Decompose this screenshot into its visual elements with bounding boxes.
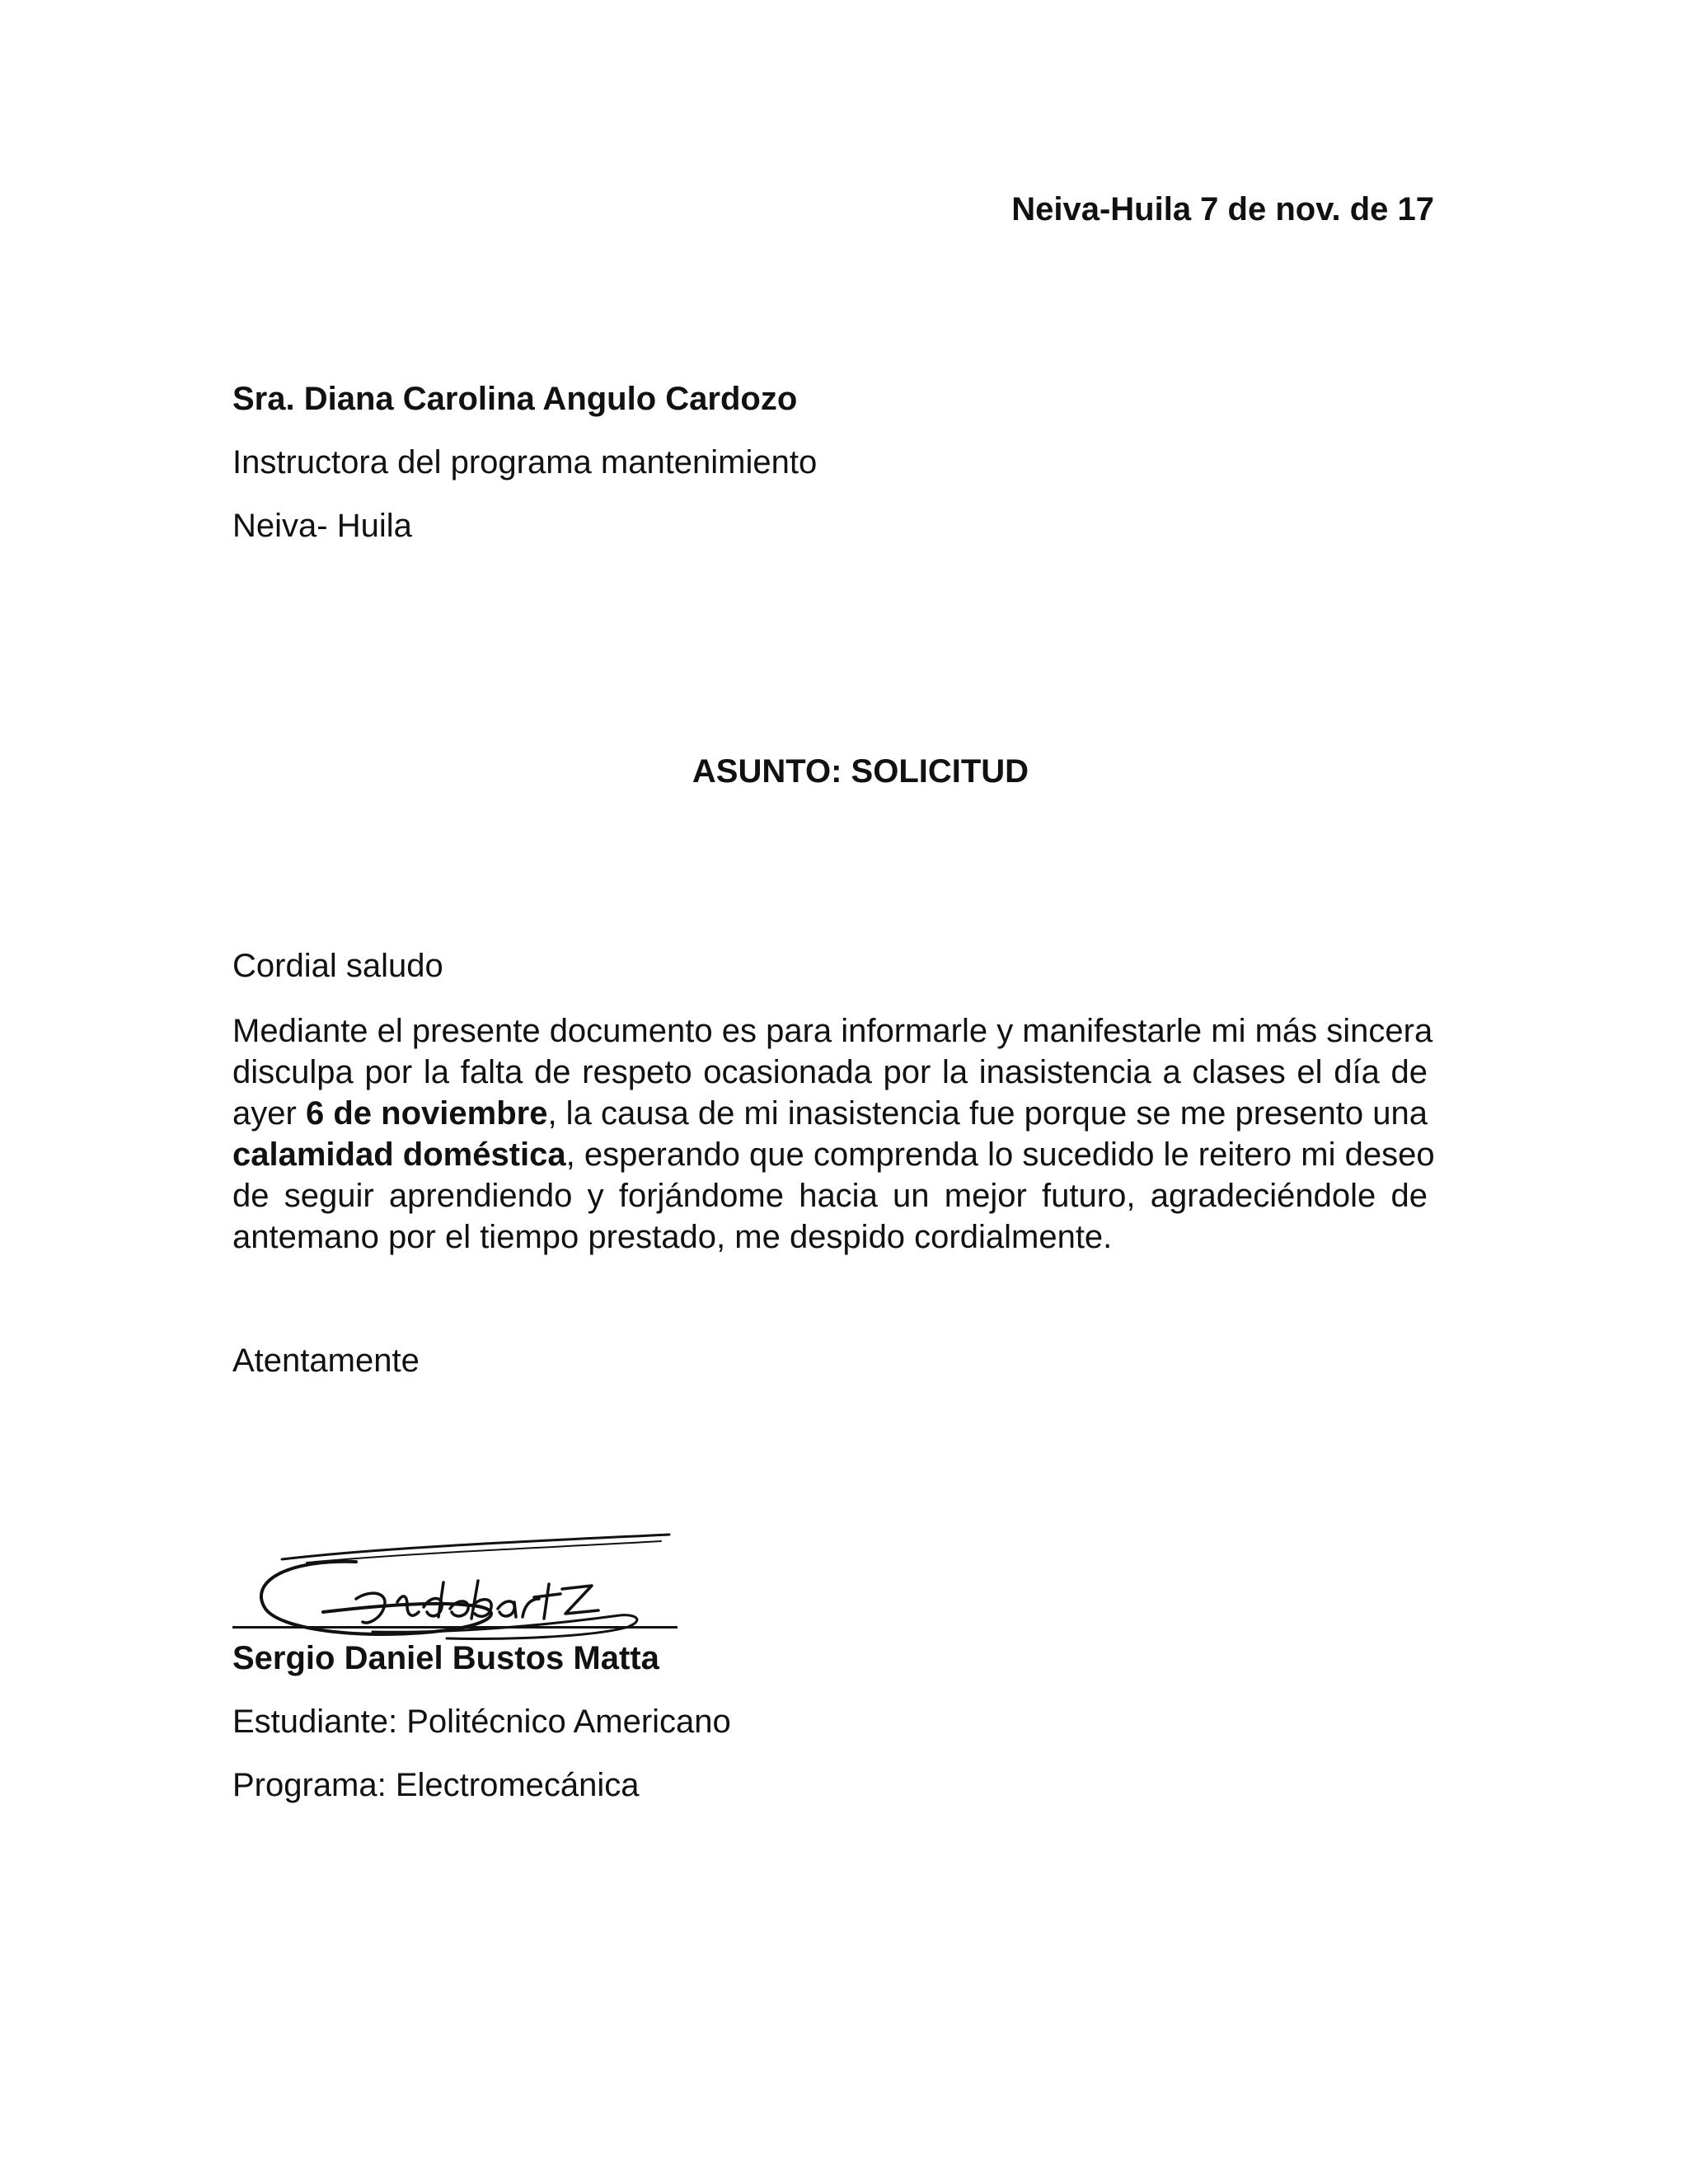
body-text: , esperando que comprenda lo sucedido le reitero mi deseo <box>565 1137 1435 1173</box>
body-line: Mediante el presente documento es para informarle y manifestarle mi más sincera <box>232 1013 1433 1049</box>
letter-date: Neiva-Huila 7 de nov. de 17 <box>1011 191 1434 227</box>
recipient-city: Neiva- Huila <box>232 508 412 544</box>
body-text: ayer <box>232 1095 306 1132</box>
body-line: disculpa por la falta de respeto ocasionada por la inasistencia a clases el día de <box>232 1054 1428 1090</box>
body-date-emphasis: 6 de noviembre <box>305 1095 548 1132</box>
body-line: de seguir aprendiendo y forjándome hacia un mejor futuro, agradeciéndole de <box>232 1178 1428 1214</box>
greeting: Cordial saludo <box>232 948 443 984</box>
recipient-title: Instructora del programa mantenimiento <box>232 444 818 480</box>
subject-text: ASUNTO: SOLICITUD <box>692 753 1029 790</box>
letter-body <box>232 1010 1435 1258</box>
body-line: antemano por el tiempo prestado, me despido cordialmente. <box>232 1219 1113 1255</box>
recipient-name: Sra. Diana Carolina Angulo Cardozo <box>232 381 798 417</box>
body-text: , la causa de mi inasistencia fue porque se me presento una <box>547 1095 1428 1132</box>
handwritten-signature <box>232 1516 678 1657</box>
subject-heading <box>0 752 1688 791</box>
body-line <box>232 1093 1428 1134</box>
body-calamity-emphasis: calamidad doméstica <box>232 1137 566 1173</box>
closing: Atentamente <box>232 1343 420 1379</box>
body-line <box>232 1134 1435 1175</box>
signer-school: Estudiante: Politécnico Americano <box>232 1704 731 1740</box>
signature-line <box>232 1626 678 1629</box>
signer-name: Sergio Daniel Bustos Matta <box>232 1640 659 1676</box>
signer-program: Programa: Electromecánica <box>232 1767 640 1803</box>
